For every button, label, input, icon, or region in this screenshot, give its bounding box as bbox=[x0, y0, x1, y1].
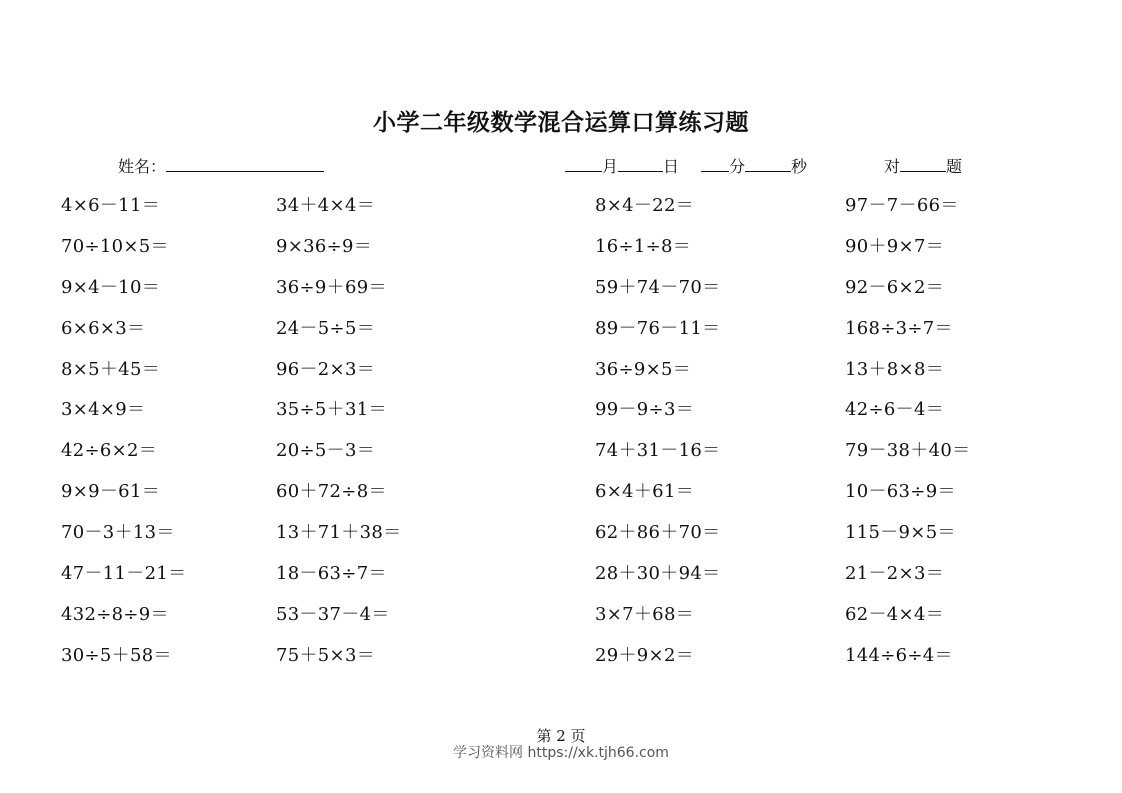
problem-item: 90＋9×7＝ bbox=[845, 235, 944, 257]
problem-item: 74＋31－16＝ bbox=[595, 440, 721, 462]
problem-item: 144÷6÷4＝ bbox=[845, 644, 953, 666]
score-field bbox=[884, 154, 962, 178]
problem-item: 21－2×3＝ bbox=[845, 563, 944, 585]
problem-item: 35÷5＋31＝ bbox=[276, 399, 387, 421]
correct-label: 对 bbox=[884, 157, 901, 176]
problem-item: 36÷9×5＝ bbox=[595, 358, 692, 380]
day-label: 日 bbox=[663, 157, 680, 176]
problem-item: 53－37－4＝ bbox=[276, 603, 390, 625]
second-blank[interactable] bbox=[745, 154, 791, 172]
problem-item: 432÷8÷9＝ bbox=[61, 603, 169, 625]
problem-item: 28＋30＋94＝ bbox=[595, 563, 721, 585]
problem-item: 96－2×3＝ bbox=[276, 358, 375, 380]
month-label: 月 bbox=[602, 157, 619, 176]
problem-item: 168÷3÷7＝ bbox=[845, 317, 953, 339]
problem-item: 79－38＋40＝ bbox=[845, 440, 971, 462]
problem-item: 70－3＋13＝ bbox=[61, 522, 175, 544]
problem-item: 60＋72÷8＝ bbox=[276, 481, 387, 503]
problem-item: 24－5÷5＝ bbox=[276, 317, 375, 339]
question-label: 题 bbox=[946, 157, 963, 176]
watermark-text: 学习资料网 https://xk.tjh66.com bbox=[453, 745, 669, 761]
problem-column-4 bbox=[845, 188, 970, 679]
minute-label: 分 bbox=[729, 157, 746, 176]
problem-column-3 bbox=[595, 188, 720, 679]
problem-item: 9×4－10＝ bbox=[61, 276, 160, 298]
problem-item: 99－9÷3＝ bbox=[595, 399, 694, 421]
problem-item: 8×5＋45＝ bbox=[61, 358, 160, 380]
name-label: 姓名： bbox=[118, 157, 167, 176]
problem-item: 6×4＋61＝ bbox=[595, 481, 694, 503]
problem-item: 6×6×3＝ bbox=[61, 317, 146, 339]
problem-item: 42÷6×2＝ bbox=[61, 440, 158, 462]
minute-blank[interactable] bbox=[701, 154, 729, 172]
problem-item: 20÷5－3＝ bbox=[276, 440, 375, 462]
problem-item: 59＋74－70＝ bbox=[595, 276, 721, 298]
problem-item: 97－7－66＝ bbox=[845, 195, 959, 216]
problem-item: 3×4×9＝ bbox=[61, 399, 146, 421]
problem-item: 4×6－11＝ bbox=[61, 195, 160, 216]
problem-item: 47－11－21＝ bbox=[61, 563, 187, 585]
problem-item: 70÷10×5＝ bbox=[61, 235, 169, 257]
problem-item: 3×7＋68＝ bbox=[595, 603, 694, 625]
problem-item: 36÷9＋69＝ bbox=[276, 276, 387, 298]
month-blank[interactable] bbox=[565, 154, 602, 172]
problem-item: 34＋4×4＝ bbox=[276, 195, 375, 216]
date-time-field bbox=[565, 154, 807, 178]
problem-item: 9×9－61＝ bbox=[61, 481, 160, 503]
problem-item: 42÷6－4＝ bbox=[845, 399, 944, 421]
name-blank[interactable] bbox=[166, 154, 324, 172]
problem-item: 8×4－22＝ bbox=[595, 195, 694, 216]
page-title: 小学二年级数学混合运算口算练习题 bbox=[373, 109, 749, 136]
day-blank[interactable] bbox=[618, 154, 663, 172]
problem-item: 75＋5×3＝ bbox=[276, 644, 375, 666]
problem-column-1 bbox=[61, 188, 186, 679]
problem-item: 13＋71＋38＝ bbox=[276, 522, 402, 544]
second-label: 秒 bbox=[791, 157, 808, 176]
problem-item: 29＋9×2＝ bbox=[595, 644, 694, 666]
problem-item: 30÷5＋58＝ bbox=[61, 644, 172, 666]
problem-item: 89－76－11＝ bbox=[595, 317, 721, 339]
problem-item: 16÷1÷8＝ bbox=[595, 235, 692, 257]
problem-item: 18－63÷7＝ bbox=[276, 563, 387, 585]
problem-item: 10－63÷9＝ bbox=[845, 481, 956, 503]
problem-column-2 bbox=[276, 188, 401, 679]
problem-item: 13＋8×8＝ bbox=[845, 358, 944, 380]
problem-item: 62－4×4＝ bbox=[845, 603, 944, 625]
name-field bbox=[118, 154, 324, 178]
page-number: 第 2 页 bbox=[536, 727, 586, 745]
problem-item: 92－6×2＝ bbox=[845, 276, 944, 298]
problem-item: 115－9×5＝ bbox=[845, 522, 956, 544]
correct-count-blank[interactable] bbox=[900, 154, 946, 172]
problem-item: 9×36÷9＝ bbox=[276, 235, 373, 257]
problem-item: 62＋86＋70＝ bbox=[595, 522, 721, 544]
